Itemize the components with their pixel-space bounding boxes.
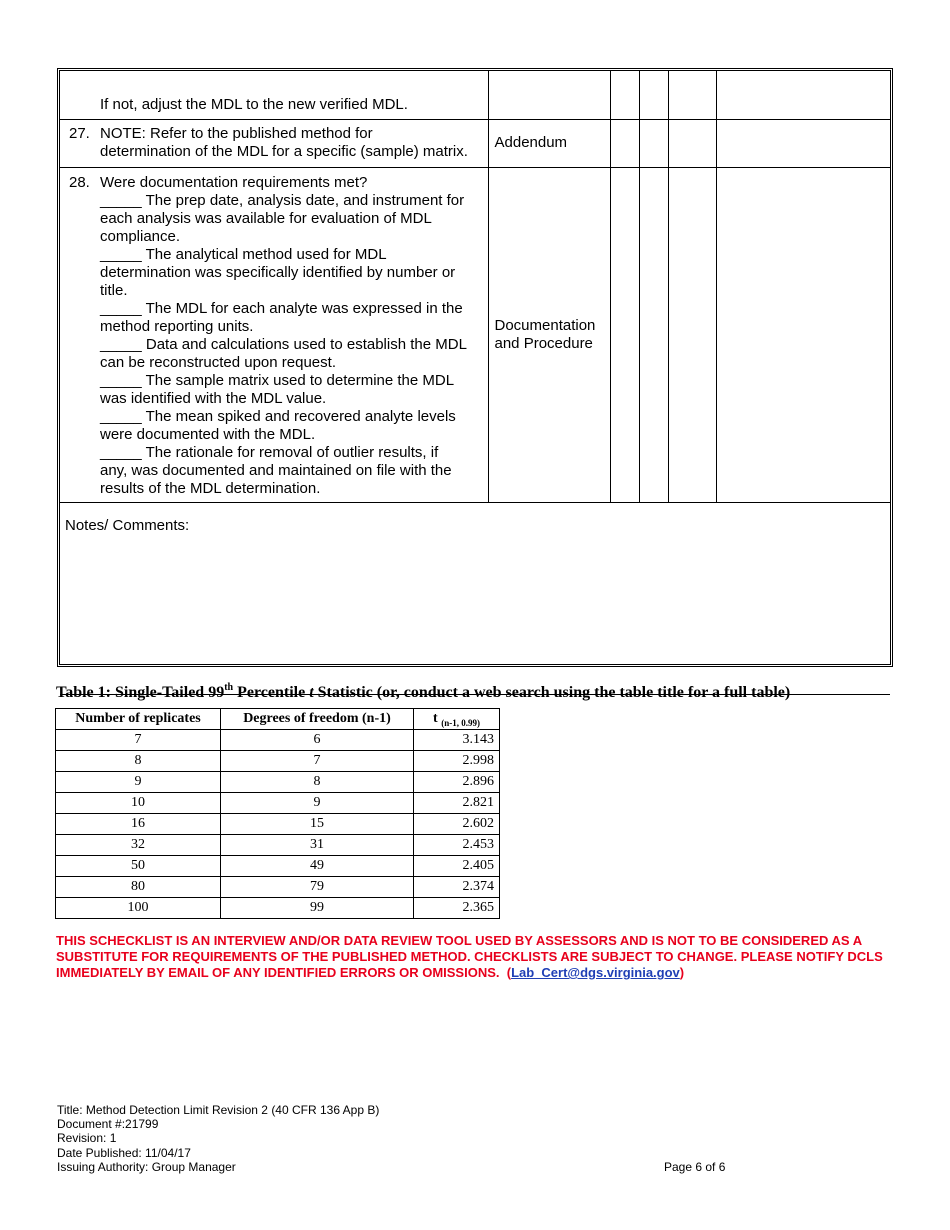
cell-t-value: 2.998 <box>414 751 500 772</box>
header-t-value <box>414 709 500 730</box>
check-cell <box>639 71 668 119</box>
requirement-text: The prep date, analysis date, and instrument for <box>141 191 465 209</box>
requirement-continuation: were documented with the MDL. <box>100 425 316 443</box>
page-number: Page 6 of 6 <box>664 1160 726 1174</box>
requirement-continuation: each analysis was available for evaluation of MDL compliance. <box>100 209 432 245</box>
table1-title-t: t <box>309 684 314 701</box>
table-row <box>56 772 500 793</box>
requirement-text: The sample matrix used to determine the MDL <box>141 371 455 389</box>
check-cell <box>668 71 716 119</box>
documentation-requirement-item <box>100 444 482 498</box>
disclaimer-notice <box>56 933 906 981</box>
cell-replicates: 50 <box>56 856 221 877</box>
requirement-text: The analytical method used for MDL <box>141 245 387 263</box>
documentation-requirement-item <box>100 408 482 444</box>
cell-degrees-of-freedom: 79 <box>221 877 414 898</box>
cell-replicates: 32 <box>56 835 221 856</box>
requirement-first-line <box>100 372 482 390</box>
table1-title-sup: th <box>224 682 234 693</box>
checklist-row-27 <box>60 119 890 167</box>
question-27 <box>69 125 482 161</box>
header-t-sub: (n-1, 0.99) <box>441 717 480 728</box>
cell-degrees-of-freedom: 6 <box>221 730 414 751</box>
footer-document-number: Document #:21799 <box>57 1117 159 1132</box>
requirement-first-line <box>100 300 482 318</box>
check-cell <box>639 167 668 502</box>
table1-title <box>56 684 926 702</box>
reference-addendum: Addendum <box>494 134 568 151</box>
document-footer <box>57 1103 379 1174</box>
checkbox-blank[interactable]: _____ <box>100 299 142 317</box>
cell-degrees-of-freedom: 8 <box>221 772 414 793</box>
table-row <box>56 835 500 856</box>
footer-date-published: Date Published: 11/04/17 <box>57 1145 191 1160</box>
cell-t-value: 2.365 <box>414 898 500 919</box>
comment-cell <box>716 119 890 167</box>
check-cell <box>668 167 716 502</box>
checkbox-blank[interactable]: _____ <box>100 245 142 263</box>
cell-replicates: 100 <box>56 898 221 919</box>
reference-procedure: and Procedure <box>494 334 593 352</box>
footer-issuing-authority: Issuing Authority: Group Manager <box>57 1159 236 1174</box>
t-statistic-table <box>55 708 500 919</box>
table-row <box>56 751 500 772</box>
lab-cert-email-link[interactable]: Lab_Cert@dgs.virginia.gov <box>511 965 680 980</box>
cell-replicates: 80 <box>56 877 221 898</box>
cell-t-value: 2.821 <box>414 793 500 814</box>
reference-cell <box>488 119 610 167</box>
header-replicates: Number of replicates <box>56 709 221 730</box>
requirement-continuation: method reporting units. <box>100 317 254 335</box>
notes-row <box>60 502 890 694</box>
cell-replicates: 9 <box>56 772 221 793</box>
table-row <box>56 877 500 898</box>
footer-revision: Revision: 1 <box>57 1131 117 1146</box>
cell-replicates: 8 <box>56 751 221 772</box>
cell-t-value: 3.143 <box>414 730 500 751</box>
documentation-requirement-item <box>100 246 482 300</box>
check-cell <box>610 71 639 119</box>
comment-cell <box>716 167 890 502</box>
cell-t-value: 2.602 <box>414 814 500 835</box>
documentation-requirements-list <box>69 192 482 498</box>
requirement-first-line <box>100 336 482 354</box>
table-row <box>56 814 500 835</box>
cell-degrees-of-freedom: 31 <box>221 835 414 856</box>
requirement-continuation: was identified with the MDL value. <box>100 389 327 407</box>
requirement-text: The rationale for removal of outlier results, if <box>141 443 439 461</box>
table1-title-suffix: Statistic (or, conduct a web search using the table title for a full table) <box>313 684 791 701</box>
documentation-requirement-item <box>100 192 482 246</box>
checklist-row-26-continued <box>60 71 890 119</box>
notes-label: Notes/ Comments: <box>65 516 190 534</box>
table1-title-prefix: Table 1: Single-Tailed 99 <box>56 684 225 701</box>
checkbox-blank[interactable]: _____ <box>100 335 142 353</box>
documentation-requirement-item <box>100 372 482 408</box>
cell-degrees-of-freedom: 15 <box>221 814 414 835</box>
cell-t-value: 2.374 <box>414 877 500 898</box>
header-degrees-of-freedom: Degrees of freedom (n-1) <box>221 709 414 730</box>
question-number: 27. <box>69 125 90 142</box>
cell-degrees-of-freedom: 9 <box>221 793 414 814</box>
documentation-requirement-item <box>100 300 482 336</box>
disclaimer-text: THIS SCHECKLIST IS AN INTERVIEW AND/OR DATA REVIEW TOOL USED BY ASSESSORS AND IS NOT TO BE CONSIDERED AS A SUBSTITUTE FOR REQUIREMENTS OF THE PUBLISHED METHOD. CHECKLISTS ARE SUBJECT TO CHANGE. PLEASE NOTIFY DCLS IMMEDIATELY BY EMAIL OF ANY IDENTIFIED ERRORS OR OMISSIONS. ( <box>56 933 887 980</box>
requirement-continuation: can be reconstructed upon request. <box>100 353 336 371</box>
requirement-first-line <box>100 192 482 210</box>
question-28 <box>69 174 482 192</box>
reference-documentation: Documentation <box>494 316 596 334</box>
requirement-first-line <box>100 444 482 462</box>
cell-replicates: 10 <box>56 793 221 814</box>
notes-comments-field[interactable] <box>60 502 890 694</box>
requirement-text: The mean spiked and recovered analyte levels <box>141 407 456 425</box>
table1-title-mid: Percentile <box>233 684 310 701</box>
check-cell <box>639 119 668 167</box>
cell-degrees-of-freedom: 49 <box>221 856 414 877</box>
checklist-table <box>57 68 893 667</box>
reference-cell <box>488 167 610 502</box>
disclaimer-close: ) <box>679 965 685 980</box>
reference-cell <box>488 71 610 119</box>
row-26-text: If not, adjust the MDL to the new verified MDL. <box>100 95 408 113</box>
checklist-row-28 <box>60 167 890 502</box>
cell-degrees-of-freedom: 7 <box>221 751 414 772</box>
table-header-row <box>56 709 500 730</box>
question-27-line1: NOTE: Refer to the published method for <box>100 125 373 142</box>
cell-t-value: 2.405 <box>414 856 500 877</box>
check-cell <box>610 119 639 167</box>
requirement-first-line <box>100 408 482 426</box>
requirement-continuation: determination was specifically identified by number or title. <box>100 263 456 299</box>
table-row <box>56 730 500 751</box>
cell-replicates: 7 <box>56 730 221 751</box>
table-row <box>56 856 500 877</box>
checkbox-blank[interactable]: _____ <box>100 371 142 389</box>
check-cell <box>610 167 639 502</box>
check-cell <box>668 119 716 167</box>
cell-t-value: 2.896 <box>414 772 500 793</box>
requirement-first-line <box>100 246 482 264</box>
cell-degrees-of-freedom: 99 <box>221 898 414 919</box>
requirement-text: The MDL for each analyte was expressed in the <box>141 299 463 317</box>
checkbox-blank[interactable]: _____ <box>100 407 142 425</box>
documentation-requirement-item <box>100 336 482 372</box>
header-t: t <box>433 710 438 726</box>
question-number: 28. <box>69 173 90 191</box>
cell-replicates: 16 <box>56 814 221 835</box>
checkbox-blank[interactable]: _____ <box>100 191 142 209</box>
table-row <box>56 898 500 919</box>
requirement-continuation: any, was documented and maintained on file with the results of the MDL determination. <box>100 461 452 497</box>
requirement-text: Data and calculations used to establish the MDL <box>141 335 467 353</box>
table-row <box>56 793 500 814</box>
question-27-line2: determination of the MDL for a specific (sample) matrix. <box>100 143 468 160</box>
comment-cell <box>716 71 890 119</box>
cell-t-value: 2.453 <box>414 835 500 856</box>
question-28-text: Were documentation requirements met? <box>100 173 368 191</box>
checkbox-blank[interactable]: _____ <box>100 443 142 461</box>
footer-title: Title: Method Detection Limit Revision 2 (40 CFR 136 App B) <box>57 1103 380 1117</box>
